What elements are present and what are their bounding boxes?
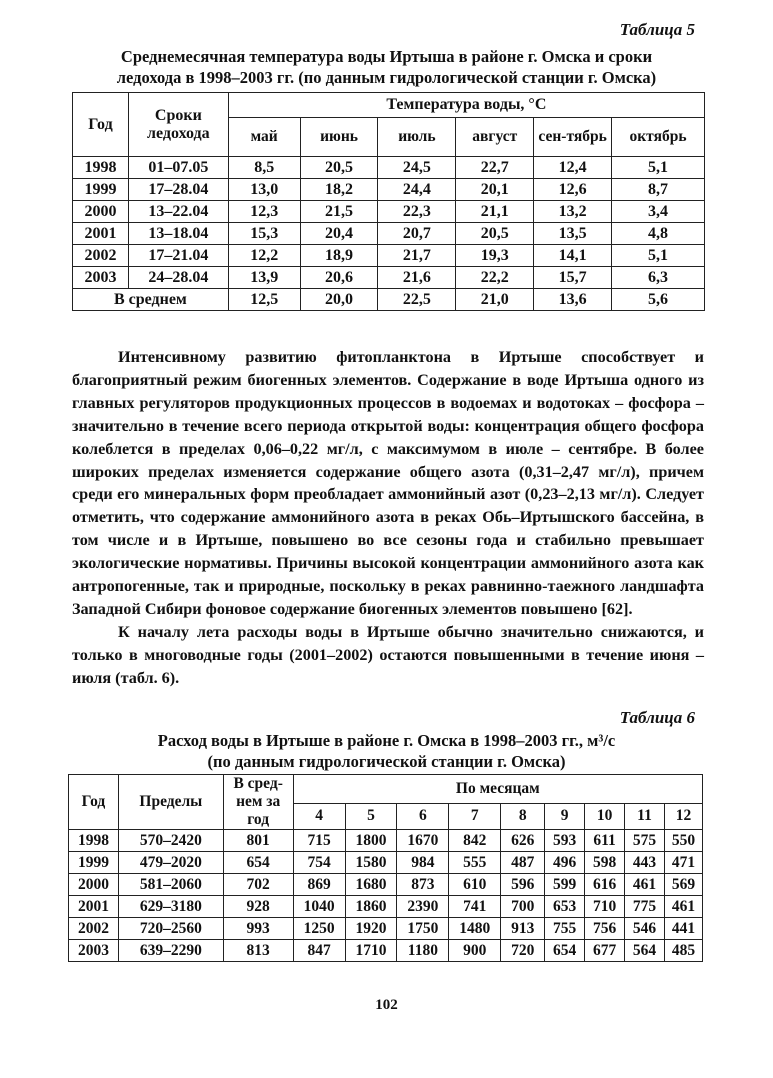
table-row [73,179,705,201]
table5-caption: Таблица 5 [619,20,695,39]
table-cell: 12,6 [534,179,612,201]
table5-title-line2: ледохода в 1998–2003 гг. (по данным гидрологической станции г. Омска) [116,68,657,87]
table-cell: 5,1 [612,157,705,179]
table-cell: 1920 [345,918,397,940]
table-cell: 741 [449,896,501,918]
table-cell: 756 [585,918,625,940]
table-cell: 20,6 [300,267,378,289]
table-cell: 754 [293,852,345,874]
table-cell: 1670 [397,830,449,852]
table-cell: 610 [449,874,501,896]
table-cell: 5,1 [612,245,705,267]
avg-cell: 21,0 [456,289,534,311]
col-header-month: август [456,118,534,157]
table-cell: 570–2420 [118,830,223,852]
table-cell: 1680 [345,874,397,896]
table-cell: 443 [625,852,665,874]
table-cell: 984 [397,852,449,874]
table-cell: 13,9 [228,267,300,289]
col-header-month: 6 [397,803,449,829]
table-cell: 13–22.04 [128,201,228,223]
col-header-ice-dates: Сроки ледохода [128,93,228,157]
table-cell: 1580 [345,852,397,874]
paragraph: Интенсивному развитию фитопланктона в Иртыше способствует и благоприятный режим биогенных элементов. Содержание в воде Иртыша одного из главных регуляторов продукционных процессов в водоемах и водотоках – фосфора – значительно в течение всего периода открытой воды: концентрация общего фосфора колеблется в пределах 0,06–0,22 мг/л, с максимумом в июле – сентябре. В более широких пределах изменяется содержание общего азота (0,31–2,47 мг/л), причем среди его минеральных форм преобладает аммонийный азот (0,23–2,13 мг/л). Следует отметить, что содержание аммонийного азота в реках Обь–Иртышского бассейна, в том числе и в Иртыше, повышено во все сезоны года и стабильно превышает экологические нормативы. Причины высокой концентрации аммонийного азота как антропогенные, так и природные, поскольку в реках равнинно-таежного ландшафта Западной Сибири фоновое содержание биогенных элементов повышено [62]. [72,348,704,618]
table-cell: 550 [664,830,702,852]
table-cell: 479–2020 [118,852,223,874]
table-row [69,852,703,874]
table-cell: 801 [223,830,293,852]
table-cell: 17–21.04 [128,245,228,267]
table-cell: 702 [223,874,293,896]
table-cell: 19,3 [456,245,534,267]
table-cell: 2001 [69,896,119,918]
table-cell: 629–3180 [118,896,223,918]
table-cell: 715 [293,830,345,852]
table-cell: 13–18.04 [128,223,228,245]
table-cell: 17–28.04 [128,179,228,201]
table-cell: 24,4 [378,179,456,201]
table-cell: 21,7 [378,245,456,267]
table-row [69,896,703,918]
col-header-month: сен-тябрь [534,118,612,157]
col-header-year: Год [69,775,119,830]
table-row [69,830,703,852]
table-cell: 654 [223,852,293,874]
table6-title-line2: (по данным гидрологической станции г. Омска) [207,752,566,771]
table-row [73,201,705,223]
col-header-month: 9 [545,803,585,829]
table-cell: 873 [397,874,449,896]
avg-cell: 13,6 [534,289,612,311]
table-cell: 2003 [69,940,119,962]
table-row [73,267,705,289]
col-header-month: 8 [501,803,545,829]
col-header-month: 10 [585,803,625,829]
table-cell: 12,3 [228,201,300,223]
table-cell: 847 [293,940,345,962]
table-cell: 2390 [397,896,449,918]
table-cell: 700 [501,896,545,918]
table-cell: 22,3 [378,201,456,223]
table-cell: 18,2 [300,179,378,201]
col-header-month: 4 [293,803,345,829]
table-row [73,223,705,245]
table-cell: 900 [449,940,501,962]
table6-caption: Таблица 6 [619,708,695,727]
col-header-month: 7 [449,803,501,829]
table-cell: 487 [501,852,545,874]
table-cell: 471 [664,852,702,874]
table-cell: 13,2 [534,201,612,223]
table-cell: 639–2290 [118,940,223,962]
table-cell: 842 [449,830,501,852]
table-cell: 2001 [73,223,129,245]
table-cell: 1250 [293,918,345,940]
table-cell: 18,9 [300,245,378,267]
table-cell: 593 [545,830,585,852]
table-cell: 626 [501,830,545,852]
avg-cell: 5,6 [612,289,705,311]
table-cell: 611 [585,830,625,852]
table-cell: 575 [625,830,665,852]
table-cell: 1710 [345,940,397,962]
water-temperature-table [72,92,705,311]
table-cell: 3,4 [612,201,705,223]
table-cell: 1998 [69,830,119,852]
water-discharge-table [68,774,703,962]
table-cell: 555 [449,852,501,874]
col-header-month: 11 [625,803,665,829]
col-header-year: Год [73,93,129,157]
table-cell: 653 [545,896,585,918]
table-cell: 20,5 [456,223,534,245]
col-header-range: Пределы [118,775,223,830]
table-cell: 928 [223,896,293,918]
table-cell: 20,1 [456,179,534,201]
table-cell: 21,1 [456,201,534,223]
table-cell: 20,4 [300,223,378,245]
table-cell: 4,8 [612,223,705,245]
table-cell: 2002 [69,918,119,940]
table-cell: 2002 [73,245,129,267]
table-cell: 546 [625,918,665,940]
table-cell: 677 [585,940,625,962]
table-cell: 20,7 [378,223,456,245]
col-header-by-month: По месяцам [293,775,702,804]
table-row [69,940,703,962]
table-cell: 569 [664,874,702,896]
table-cell: 461 [664,896,702,918]
col-header-annual-avg: В сред-нем за год [223,775,293,830]
table-cell: 1999 [73,179,129,201]
table-cell: 720 [501,940,545,962]
table-row [69,874,703,896]
table-cell: 813 [223,940,293,962]
table-cell: 12,2 [228,245,300,267]
paragraph: К началу лета расходы воды в Иртыше обычно значительно снижаются, и только в многоводные годы (2001–2002) остаются повышенными в течение июня – июля (табл. 6). [72,622,704,687]
table-cell: 21,6 [378,267,456,289]
table-cell: 24–28.04 [128,267,228,289]
table-cell: 13,0 [228,179,300,201]
table5-title [60,46,713,88]
col-header-month: 5 [345,803,397,829]
table-cell: 1750 [397,918,449,940]
table-cell: 720–2560 [118,918,223,940]
table-cell: 993 [223,918,293,940]
col-header-month: октябрь [612,118,705,157]
table-cell: 599 [545,874,585,896]
table-cell: 710 [585,896,625,918]
table-row [73,245,705,267]
table-cell: 8,7 [612,179,705,201]
table-row [69,918,703,940]
table-row [73,157,705,179]
table-cell: 461 [625,874,665,896]
table-cell: 1999 [69,852,119,874]
table-cell: 8,5 [228,157,300,179]
table6-title [60,730,713,772]
table-cell: 596 [501,874,545,896]
avg-cell: 20,0 [300,289,378,311]
table-cell: 1480 [449,918,501,940]
table-cell: 22,2 [456,267,534,289]
table-cell: 20,5 [300,157,378,179]
table5-title-line1: Среднемесячная температура воды Иртыша в районе г. Омска и сроки [120,47,653,66]
avg-cell: 12,5 [228,289,300,311]
table-cell: 24,5 [378,157,456,179]
table-cell: 6,3 [612,267,705,289]
table-cell: 14,1 [534,245,612,267]
table-cell: 22,7 [456,157,534,179]
table-cell: 15,7 [534,267,612,289]
col-header-water-temp: Температура воды, °С [228,93,704,118]
body-text [72,346,704,690]
table-cell: 441 [664,918,702,940]
table-cell: 598 [585,852,625,874]
table-cell: 21,5 [300,201,378,223]
table6-title-line1: Расход воды в Иртыше в районе г. Омска в 1998–2003 гг., м³/с [157,731,616,750]
table-cell: 869 [293,874,345,896]
col-header-month: июнь [300,118,378,157]
table-cell: 1800 [345,830,397,852]
table-cell: 2000 [73,201,129,223]
col-header-month: май [228,118,300,157]
table-cell: 1860 [345,896,397,918]
col-header-month: июль [378,118,456,157]
col-header-month: 12 [664,803,702,829]
table-cell: 13,5 [534,223,612,245]
table-cell: 775 [625,896,665,918]
table-cell: 616 [585,874,625,896]
table-cell: 654 [545,940,585,962]
table-cell: 15,3 [228,223,300,245]
table-cell: 1180 [397,940,449,962]
table-cell: 12,4 [534,157,612,179]
table-cell: 496 [545,852,585,874]
table-cell: 2000 [69,874,119,896]
table-cell: 485 [664,940,702,962]
table-cell: 913 [501,918,545,940]
table-cell: 581–2060 [118,874,223,896]
avg-label: В среднем [73,289,229,311]
table-cell: 1998 [73,157,129,179]
table-cell: 01–07.05 [128,157,228,179]
avg-cell: 22,5 [378,289,456,311]
table-cell: 1040 [293,896,345,918]
table-cell: 564 [625,940,665,962]
page-number: 102 [375,997,398,1013]
table-cell: 2003 [73,267,129,289]
table-cell: 755 [545,918,585,940]
